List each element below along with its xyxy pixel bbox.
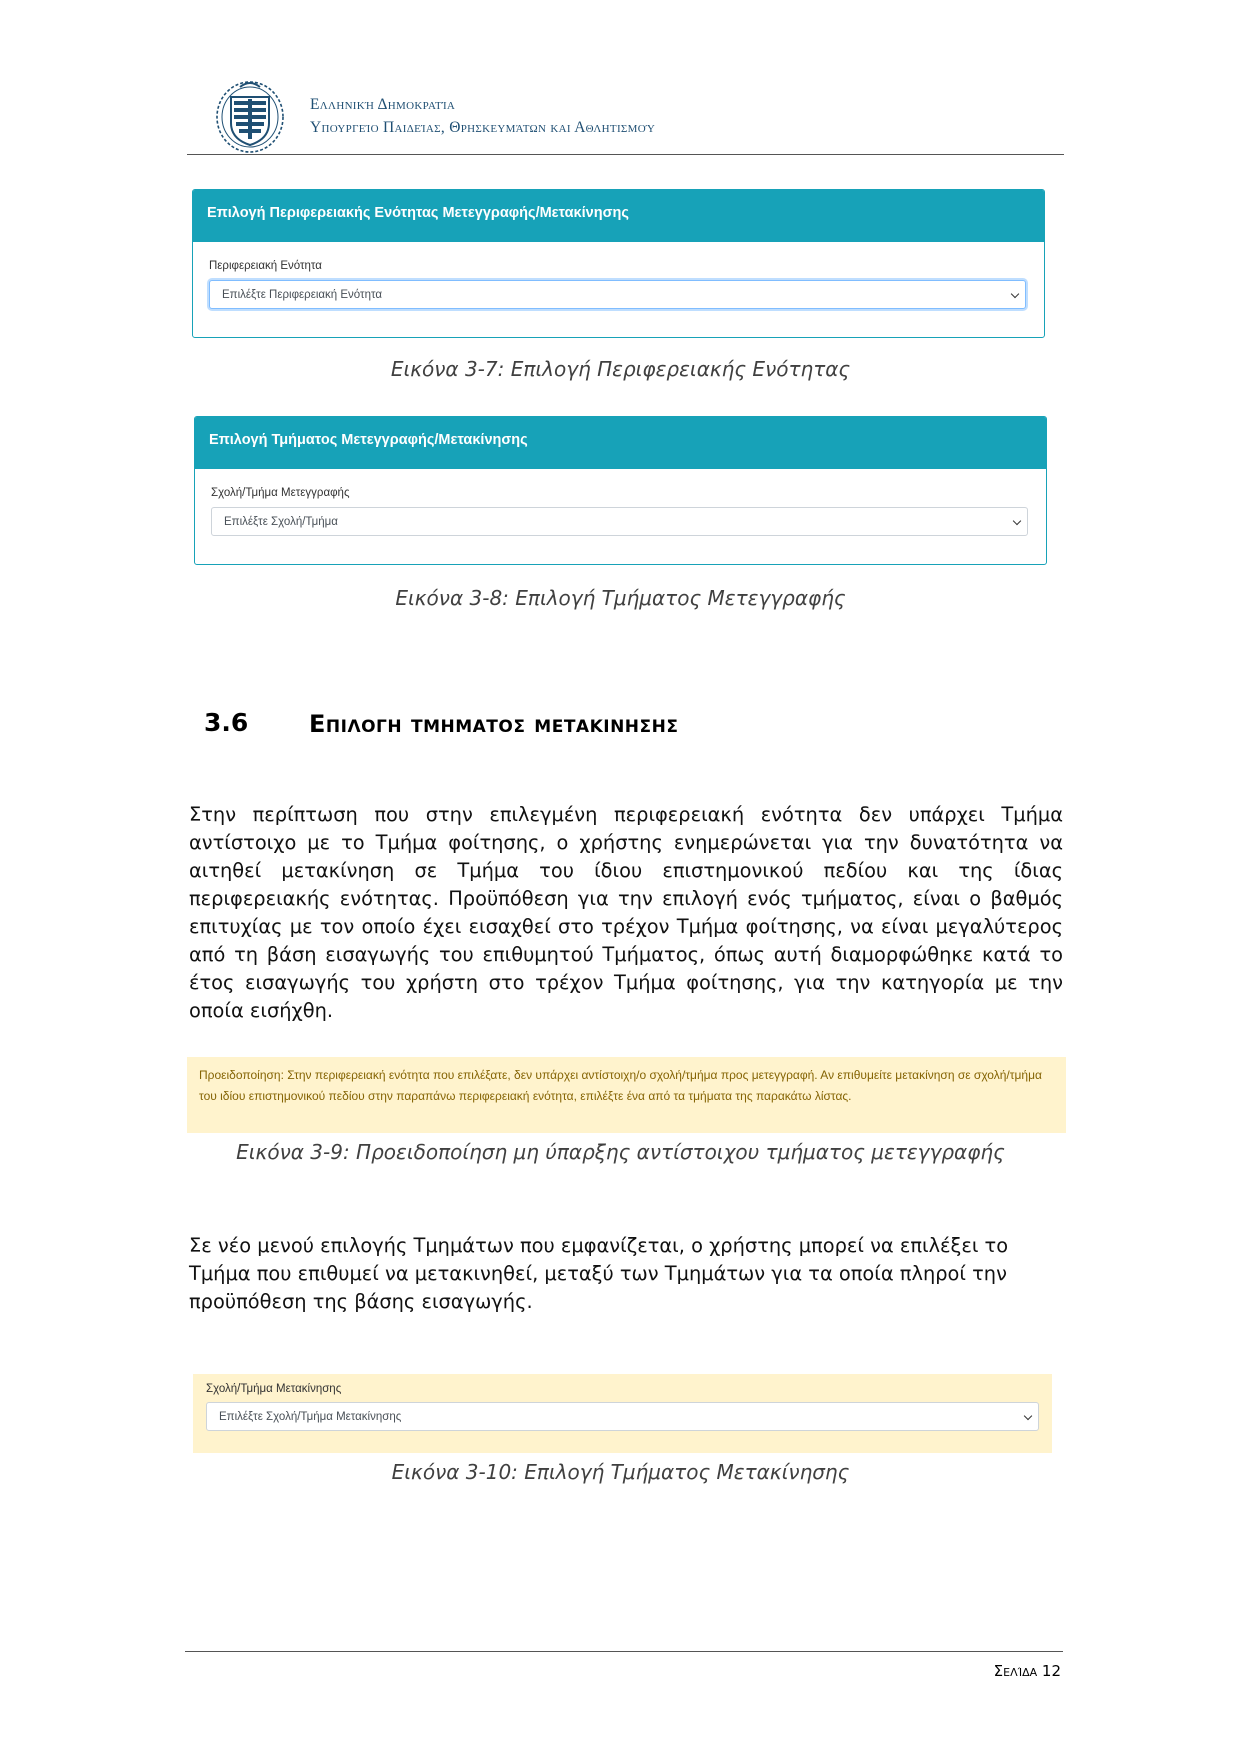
figure-caption-3-7: Εικόνα 3-7: Επιλογή Περιφερειακής Ενότητας bbox=[390, 357, 851, 381]
warning-alert: Προειδοποίηση: Στην περιφερειακή ενότητα που επιλέξατε, δεν υπάρχει αντίστοιχη/ο σχολή/τμήμα προς μετεγγραφή. Αν επιθυμείτε μετακίνηση σε σχολή/τμήμα του ιδίου επιστημονικού πεδίου στην παραπάνω περιφερειακή ενότητα, επιλέξτε ένα από τα τμήματα της παρακάτω λίστας. bbox=[187, 1057, 1066, 1133]
chevron-down-icon bbox=[1024, 1412, 1032, 1420]
region-field-label: Περιφερειακή Ενότητα bbox=[209, 260, 322, 272]
department-selection-panel bbox=[194, 416, 1047, 565]
figure-caption-3-9: Εικόνα 3-9: Προειδοποίηση μη ύπαρξης αντίστοιχου τμήματος μετεγγραφής bbox=[236, 1140, 1005, 1164]
panel-header: Επιλογή Τμήματος Μετεγγραφής/Μετακίνησης bbox=[195, 417, 1046, 469]
move-department-box bbox=[193, 1374, 1052, 1453]
region-select[interactable] bbox=[209, 280, 1026, 309]
header-line-1: Ελληνική Δημοκρατία bbox=[310, 96, 456, 113]
footer-divider bbox=[185, 1651, 1063, 1652]
move-department-select[interactable] bbox=[206, 1402, 1039, 1431]
section-title: Επιλογη τμηματος μετακινησης bbox=[309, 710, 679, 738]
department-select-value: Επιλέξτε Σχολή/Τμήμα bbox=[224, 516, 338, 528]
chevron-down-icon bbox=[1011, 290, 1019, 298]
region-selection-panel bbox=[192, 189, 1045, 338]
greek-coat-of-arms-icon bbox=[212, 75, 288, 155]
department-field-label: Σχολή/Τμήμα Μετεγγραφής bbox=[211, 487, 350, 499]
move-select-value: Επιλέξτε Σχολή/Τμήμα Μετακίνησης bbox=[219, 1411, 402, 1423]
body-paragraph-1: Στην περίπτωση που στην επιλεγμένη περιφερειακή ενότητα δεν υπάρχει Τμήμα αντίστοιχο με το Τμήμα φοίτησης, ο χρήστης ενημερώνεται για την δυνατότητα να αιτηθεί μετακίνηση σε Τμήμα του ίδιου επιστημονικού πεδίου και της ίδιας περιφερειακής ενότητας. Προϋπόθεση για την επιλογή ενός τμήματος, είναι ο βαθμός επιτυχίας με τον οποίο έχει εισαχθεί στο τρέχον Τμήμα φοίτησης, να είναι μεγαλύτερος από τη βάση εισαγωγής του επιθυμητού Τμήματος, όπως αυτή διαμορφώθηκε κατά το έτος εισαγωγής του χρήστη στο τρέχον Τμήμα φοίτησης, για την κατηγορία με την οποία εισήχθη. bbox=[189, 803, 1063, 1022]
chevron-down-icon bbox=[1013, 517, 1021, 525]
body-paragraph-2: Σε νέο μενού επιλογής Τμημάτων που εμφανίζεται, ο χρήστης μπορεί να επιλέξει το Τμήμα που επιθυμεί να μετακινηθεί, μεταξύ των Τμημάτων για τα οποία πληροί την προϋπόθεση της βάσης εισαγωγής. bbox=[189, 1234, 1009, 1313]
panel-header: Επιλογή Περιφερειακής Ενότητας Μετεγγραφής/Μετακίνησης bbox=[193, 190, 1044, 242]
page-number: Σελίδα 12 bbox=[993, 1662, 1061, 1680]
move-field-label: Σχολή/Τμήμα Μετακίνησης bbox=[206, 1383, 342, 1395]
figure-caption-3-8: Εικόνα 3-8: Επιλογή Τμήματος Μετεγγραφής bbox=[395, 586, 846, 610]
department-select[interactable] bbox=[211, 507, 1028, 536]
header-title bbox=[310, 93, 655, 139]
region-select-value: Επιλέξτε Περιφερειακή Ενότητα bbox=[222, 289, 382, 301]
header-divider bbox=[187, 154, 1064, 155]
figure-caption-3-10: Εικόνα 3-10: Επιλογή Τμήματος Μετακίνησης bbox=[391, 1460, 850, 1484]
header-line-2: Υπουργείο Παιδείας, Θρησκευμάτων και Αθλητισμού bbox=[310, 119, 656, 136]
section-number: 3.6 bbox=[204, 708, 249, 737]
